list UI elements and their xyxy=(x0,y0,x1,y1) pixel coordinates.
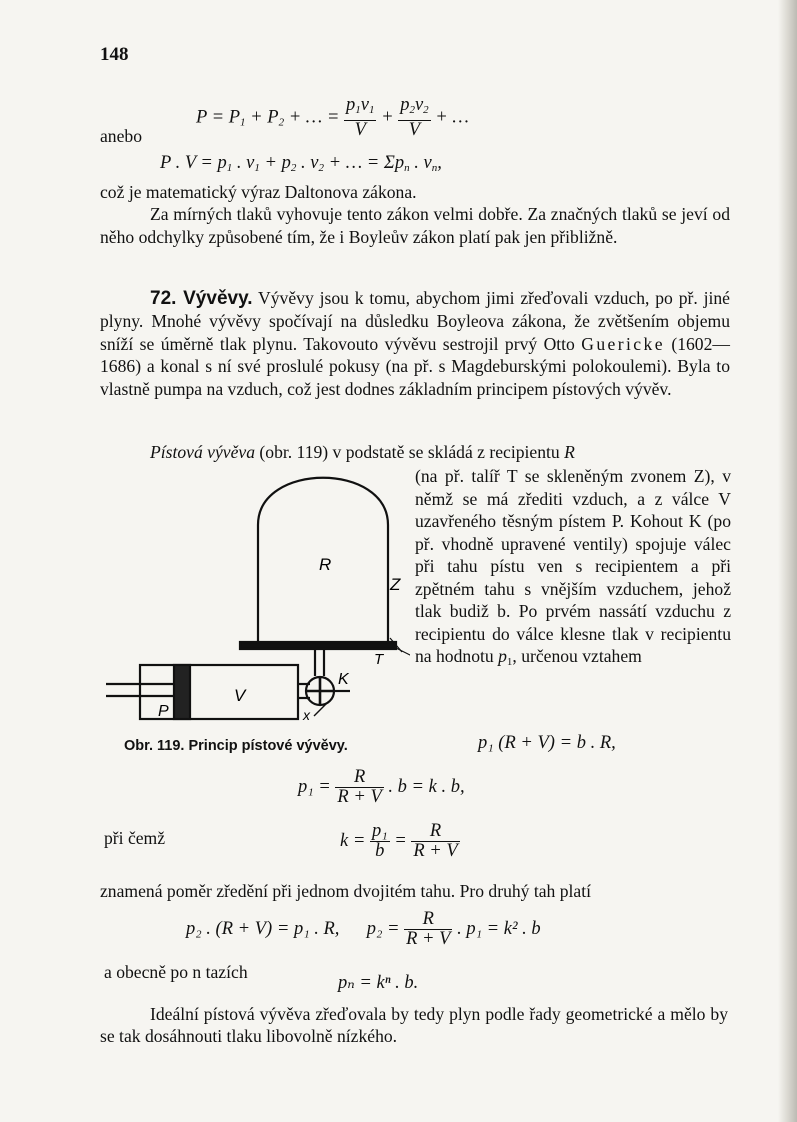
equation-k: k = $\frac{\text{p₁}}{b}$ = $\frac{R}{R + V}$ xyxy=(340,821,458,861)
equation-dalton-sum: $P = P_1 + P_2$ + … = $\frac{p_1v_1}{V}$ + $\frac{p_2v_2}{V}$ + … xyxy=(196,95,469,140)
page-edge-shadow xyxy=(778,0,797,1122)
equation-p2: p₂ . (R + V) = p₁ . R, p₂ = $\frac{R}{R + V}$ . p₁ = k² . b xyxy=(186,909,541,949)
equation-p1: p₁ = $\frac{R}{R + V}$ . b = k . b, xyxy=(298,767,465,807)
figure-side-text: (na př. talíř T se skleněným zvonem Z), v němž se má zřediti vzduch, a z válce V uzavřeného těsným pístem P. Kohout K (po př. vhodně upravené ventily) spojuje válec při tahu pístu ven s recipientem a při zpětném tahu s vnějším vzduchem, jehož tlak budiž b. Po prvém nassátí vzduchu z recipientu do válce klesne tlak v recipientu na hodnotu $p_1$, určenou vztahem xyxy=(415,466,731,668)
equation-pn: pₙ = kⁿ . b. xyxy=(338,973,419,993)
text-pri-cemz: při čemž xyxy=(104,828,166,848)
text-mild-pressure: Za mírných tlaků vyhovuje tento zákon velmi dobře. Za značných tlaků se jeví od něho odchylky způsobené tím, že i Boyleův zákon platí pak jen přibližně. xyxy=(100,204,730,247)
name-guericke: Guericke xyxy=(581,333,665,354)
page-number: 148 xyxy=(100,44,129,65)
piston xyxy=(174,665,190,719)
text-general: a obecně po n tazích xyxy=(104,962,248,982)
label-K: K xyxy=(338,671,349,688)
piston-intro: Pístová vývěva (obr. 119) v podstatě se skládá z recipientu R xyxy=(150,442,575,462)
text-ratio: znamená poměr zředění při jednom dvojitém tahu. Pro druhý tah platí xyxy=(100,881,592,901)
figure-caption: Obr. 119. Princip pístové vývěvy. xyxy=(124,738,348,754)
label-X: x xyxy=(303,707,310,723)
figure-piston-pump xyxy=(100,470,410,740)
label-R: R xyxy=(319,555,332,574)
plate xyxy=(240,642,396,649)
label-Z: Z xyxy=(390,575,401,594)
section-heading: 72. Vývěvy. xyxy=(150,288,253,309)
equation-p1-relation: p₁ (R + V) = b . R, xyxy=(478,733,616,753)
text-dalton: což je matematický výraz Daltonova zákona. Za mírných tlaků vyhovuje tento zákon velmi dobře. Za značných tlaků se jeví od něho odchylky způsobené tím, že i Boyleův zákon platí pak jen přibližně. xyxy=(100,182,730,247)
word-anebo: anebo xyxy=(100,126,143,146)
equation-dalton-product: P . $V = p_1$ . $v_1 + p_2$ . $v_2$ + … = $\Sigma p_n$ . $v_n$, xyxy=(160,153,442,174)
label-T: T xyxy=(374,651,384,668)
fraction-p2v2-over-V: $\frac{p_2v_2}{V}$ xyxy=(400,95,429,140)
fraction-p1v1-over-V: $\frac{p_1v_1}{V}$ xyxy=(345,95,375,140)
label-P: P xyxy=(158,703,169,720)
text-ideal: Ideální pístová vývěva zřeďovala by tedy plyn podle řady geometrické a mělo by se tak dosáhnouti tlaku libovolně nízkého. xyxy=(100,1004,728,1047)
section-72: 72. Vývěvy. Vývěvy jsou k tomu, abychom jimi zřeďovali vzduch, po př. jiné plyny. Mnohé vývěvy spočívají na důsledku Boyleova zákona, že zvětšením objemu sníží se úměrně tlak plynu. Takovouto vývěvu sestrojil prvý Otto Guericke (1602—1686) a konal s ní své proslulé pokusy (na př. s Magdeburskými polokoulemi). Byla to vlastně pumpa na vzduch, což jest dodnes základním principem pístových vývěv. xyxy=(100,288,730,399)
label-V: V xyxy=(234,686,246,705)
